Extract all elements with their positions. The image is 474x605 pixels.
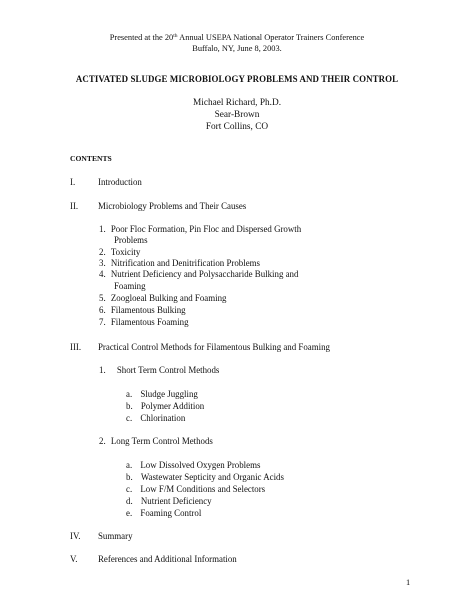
subsection-heading [99, 365, 219, 376]
toc-section-2-numeral: II. [70, 201, 79, 211]
list-item [99, 224, 301, 235]
list-item-label: 3. [99, 258, 106, 268]
toc-section-5-numeral: V. [70, 554, 78, 564]
list-item-text: Low Dissolved Oxygen Problems [140, 460, 261, 470]
list-item [126, 472, 284, 483]
list-item [126, 508, 201, 519]
list-item-text: Nutrient Deficiency [140, 496, 212, 506]
list-item-continuation: Problems [114, 235, 148, 245]
list-item-text: Poor Floc Formation, Pin Floc and Dispersed Growth [110, 224, 302, 234]
subsection-heading [99, 436, 213, 447]
list-item-label: c. [126, 413, 133, 423]
list-item-text: Foaming Control [140, 508, 202, 518]
list-item-text: Sludge Juggling [140, 389, 198, 399]
page-number: 1 [406, 578, 411, 587]
list-item-label: a. [126, 389, 133, 399]
list-item-label: 7. [99, 317, 106, 327]
list-item [99, 247, 140, 258]
list-item [126, 389, 198, 400]
list-item-label: a. [126, 460, 133, 470]
list-item-label: d. [126, 496, 133, 506]
list-item-text: Low F/M Conditions and Selectors [140, 484, 266, 494]
section-numeral: I. [70, 177, 76, 187]
ordinal-suffix: th [173, 33, 178, 39]
list-item [126, 496, 212, 507]
list-item-label: 1. [99, 224, 106, 234]
toc-section-1 [70, 177, 92, 188]
toc-section-2-title: Microbiology Problems and Their Causes [98, 201, 247, 211]
list-item [99, 293, 226, 304]
toc-section-4-numeral: IV. [70, 531, 81, 541]
list-item-label: 5. [99, 293, 106, 303]
document-title: ACTIVATED SLUDGE MICROBIOLOGY PROBLEMS AND THEIR CONTROL [75, 74, 399, 84]
list-item-continuation: Foaming [114, 281, 146, 291]
list-item-label: 2. [99, 247, 106, 257]
list-item-text: Chlorination [140, 413, 186, 423]
toc-section-4-title: Summary [98, 531, 133, 541]
list-item [99, 317, 189, 328]
subsection-title: Short Term Control Methods [116, 365, 220, 375]
subsection-label: 2. [99, 436, 106, 446]
list-item-text: Nitrification and Denitrification Problems [110, 258, 260, 268]
list-item-text: Nutrient Deficiency and Polysaccharide Bulking and [110, 269, 299, 279]
list-item-text: Polymer Addition [140, 401, 205, 411]
list-item-label: b. [126, 401, 133, 411]
list-item [126, 460, 260, 471]
list-item-label: e. [126, 508, 133, 518]
contents-heading: CONTENTS [70, 154, 112, 163]
toc-section-3-numeral: III. [70, 342, 82, 352]
list-item-text: Filamentous Foaming [110, 317, 189, 327]
conference-line-1-text: Presented at the 20 [109, 33, 174, 42]
list-item-text: Toxicity [110, 247, 141, 257]
list-item-label: c. [126, 484, 133, 494]
list-item [126, 413, 185, 424]
list-item-label: b. [126, 472, 133, 482]
list-item-label: 6. [99, 305, 106, 315]
conference-line-1 [0, 32, 474, 43]
author-organization: Sear-Brown [214, 110, 260, 120]
list-item [99, 269, 298, 280]
list-item [99, 258, 260, 269]
conference-line-1-rest: Annual USEPA National Operator Trainers Conference [177, 33, 365, 42]
conference-line-2: Buffalo, NY, June 8, 2003. [192, 44, 282, 53]
list-item [126, 401, 204, 412]
list-item-text: Filamentous Bulking [110, 305, 186, 315]
subsection-title: Long Term Control Methods [110, 436, 213, 446]
author-location: Fort Collins, CO [205, 122, 269, 132]
list-item [99, 305, 186, 316]
subsection-label: 1. [99, 365, 106, 375]
list-item [126, 484, 265, 495]
list-item-text: Wastewater Septicity and Organic Acids [140, 472, 284, 482]
toc-section-3-title: Practical Control Methods for Filamentous Bulking and Foaming [98, 342, 330, 352]
toc-section-1-title: Introduction [98, 177, 142, 187]
toc-section-5-title: References and Additional Information [98, 554, 237, 564]
list-item-text: Zoogloeal Bulking and Foaming [110, 293, 227, 303]
author-name: Michael Richard, Ph.D. [192, 98, 282, 108]
list-item-label: 4. [99, 269, 106, 279]
